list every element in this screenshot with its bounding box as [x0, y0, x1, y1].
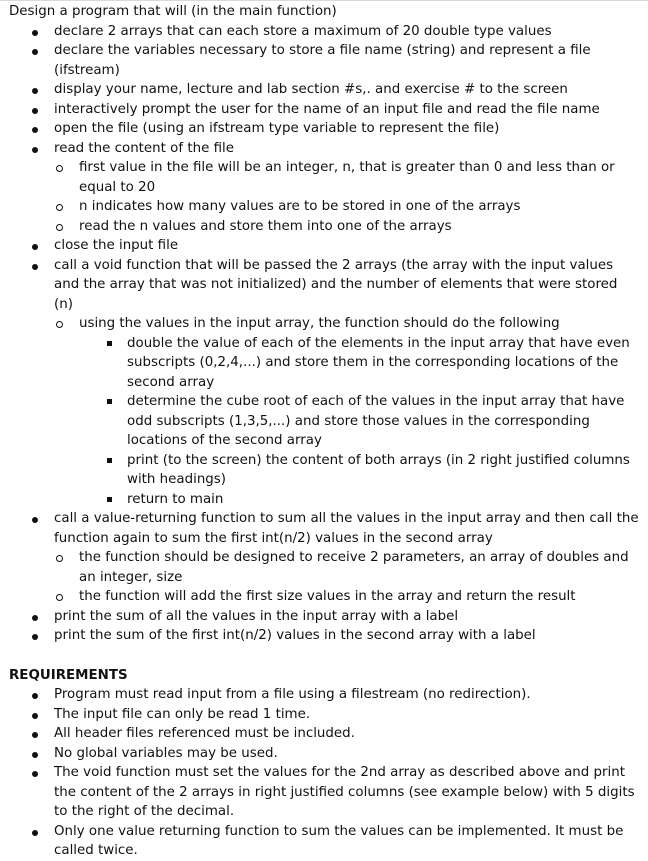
- requirement-item: The input file can only be read 1 time.: [0, 705, 648, 725]
- list-item: read the content of the file: [0, 139, 648, 159]
- bullet-icon: [32, 713, 38, 719]
- sub-list-item: the function should be designed to receive 2 parameters, an array of doubles and an integer, size: [0, 548, 648, 587]
- list-item: open the file (using an ifstream type variable to represent the file): [0, 119, 648, 139]
- circle-bullet-icon: [56, 224, 63, 231]
- sub-list-item: using the values in the input array, the function should do the following: [0, 314, 648, 334]
- sub-list-item: read the n values and store them into one of the arrays: [0, 217, 648, 237]
- square-bullet-icon: [107, 497, 112, 502]
- bullet-icon: [32, 830, 38, 836]
- sub-list-item: the function will add the first size values in the array and return the result: [0, 587, 648, 607]
- circle-bullet-icon: [56, 321, 63, 328]
- square-bullet-icon: [107, 458, 112, 463]
- list-item: declare 2 arrays that can each store a maximum of 20 double type values: [0, 22, 648, 42]
- bullet-icon: [32, 88, 38, 94]
- sub-sub-list-item: return to main: [0, 490, 648, 510]
- list-item: print the sum of all the values in the input array with a label: [0, 607, 648, 627]
- list-item: call a value-returning function to sum all the values in the input array and then call the function again to sum the first int(n/2) values in the second array: [0, 509, 648, 548]
- intro-text: Design a program that will (in the main function): [9, 4, 337, 19]
- sub-list-item: first value in the file will be an integer, n, that is greater than 0 and less than or equal to 20: [0, 158, 648, 197]
- circle-bullet-icon: [56, 204, 63, 211]
- bullet-icon: [32, 615, 38, 621]
- bullet-icon: [32, 244, 38, 250]
- square-bullet-icon: [107, 341, 112, 346]
- list-item: close the input file: [0, 236, 648, 256]
- sub-sub-list-item: determine the cube root of each of the values in the input array that have odd subscripts (1,3,5,...) and store those values in the corresponding locations of the second array: [0, 392, 648, 451]
- list-item: declare the variables necessary to store a file name (string) and represent a file (ifstream): [0, 41, 648, 80]
- requirement-item: The void function must set the values for the 2nd array as described above and print the content of the 2 arrays in right justified columns (see example below) with 5 digits to the right of the decimal.: [0, 763, 648, 822]
- requirements-heading: REQUIREMENTS: [9, 667, 128, 683]
- requirement-item: No global variables may be used.: [0, 744, 648, 764]
- bullet-icon: [32, 264, 38, 270]
- square-bullet-icon: [107, 399, 112, 404]
- circle-bullet-icon: [56, 594, 63, 601]
- bullet-icon: [32, 732, 38, 738]
- top-rule: [0, 0, 648, 1]
- bullet-icon: [32, 771, 38, 777]
- bullet-icon: [32, 147, 38, 153]
- list-item: print the sum of the first int(n/2) values in the second array with a label: [0, 626, 648, 646]
- list-item: display your name, lecture and lab section #s,. and exercise # to the screen: [0, 80, 648, 100]
- bullet-icon: [32, 108, 38, 114]
- bullet-icon: [32, 30, 38, 36]
- bullet-icon: [32, 49, 38, 55]
- list-item: call a void function that will be passed the 2 arrays (the array with the input values and the array that was not initialized) and the number of elements that were stored (n): [0, 256, 648, 315]
- circle-bullet-icon: [56, 165, 63, 172]
- sub-list-item: n indicates how many values are to be stored in one of the arrays: [0, 197, 648, 217]
- list-item: interactively prompt the user for the name of an input file and read the file name: [0, 100, 648, 120]
- requirement-item: Only one value returning function to sum the values can be implemented. It must be called twice.: [0, 822, 648, 861]
- bullet-icon: [32, 517, 38, 523]
- bullet-icon: [32, 693, 38, 699]
- sub-sub-list-item: print (to the screen) the content of both arrays (in 2 right justified columns with headings): [0, 451, 648, 490]
- bullet-icon: [32, 127, 38, 133]
- sub-sub-list-item: double the value of each of the elements in the input array that have even subscripts (0,2,4,...) and store them in the corresponding locations of the second array: [0, 334, 648, 393]
- bullet-icon: [32, 752, 38, 758]
- circle-bullet-icon: [56, 555, 63, 562]
- bullet-icon: [32, 634, 38, 640]
- requirement-item: All header files referenced must be included.: [0, 724, 648, 744]
- requirement-item: Program must read input from a file using a filestream (no redirection).: [0, 685, 648, 705]
- assignment-document: [0, 2, 648, 861]
